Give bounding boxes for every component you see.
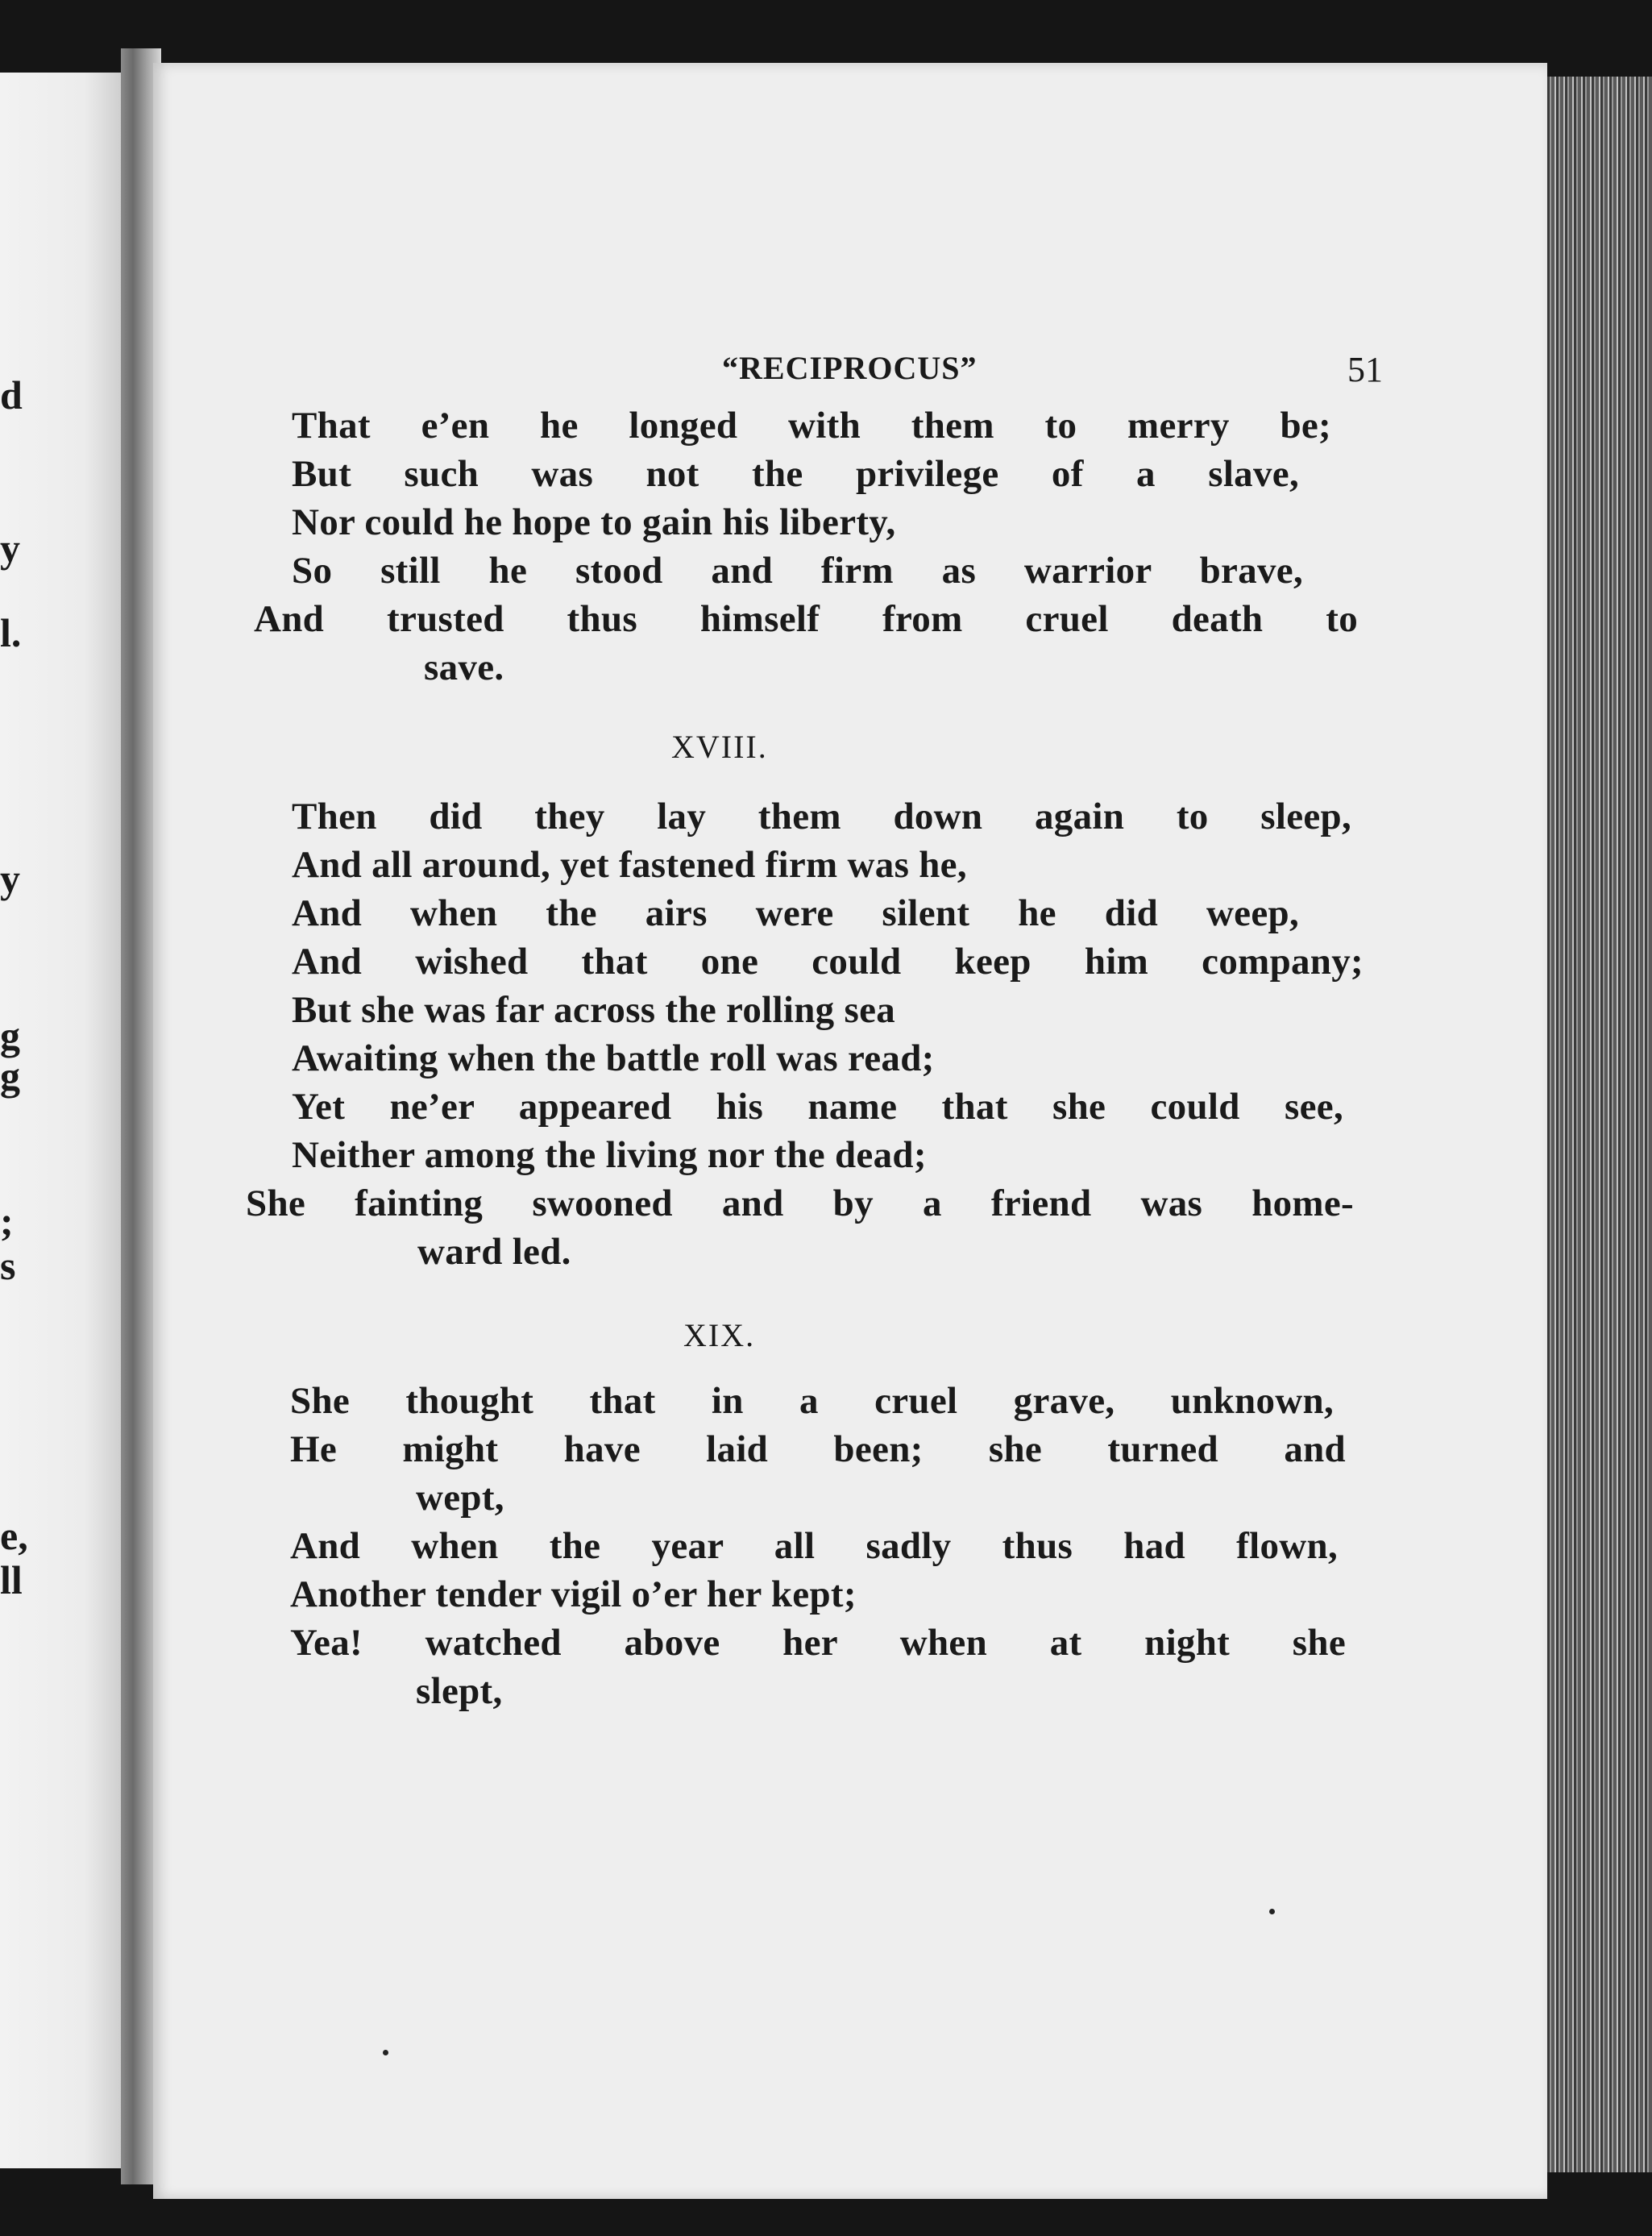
verse-line: And when the airs were silent he did weep, [292, 892, 1299, 934]
verse-line: So still he stood and firm as warrior brave, [292, 550, 1303, 592]
verse-line: And trusted thus himself from cruel death to [254, 598, 1358, 640]
verse-line-continuation: slept, [416, 1670, 503, 1712]
fragment: d [0, 372, 23, 418]
fragment: e, [0, 1513, 28, 1558]
speck [1269, 1909, 1275, 1914]
verse-line: Then did they lay them down again to sleep, [292, 796, 1351, 837]
speck [383, 2050, 388, 2055]
page-edges [1547, 77, 1652, 2172]
fragment: ; [0, 1199, 14, 1244]
verse-line: He might have laid been; she turned and [290, 1428, 1346, 1470]
fragment: l. [0, 610, 22, 655]
book-page [153, 63, 1547, 2199]
fragment: g [0, 1054, 20, 1099]
fragment: y [0, 526, 20, 571]
verse-line: Another tender vigil o’er her kept; [290, 1573, 857, 1615]
fragment: s [0, 1243, 16, 1288]
stanza-numeral: XVIII. [671, 729, 768, 765]
verse-line: Nor could he hope to gain his liberty, [292, 501, 896, 543]
page-header [722, 349, 1383, 397]
running-title: “RECIPROCUS” [722, 350, 978, 386]
verse-line-continuation: ward led. [417, 1231, 571, 1273]
verse-line: Neither among the living nor the dead; [292, 1134, 927, 1176]
verse-line: But such was not the privilege of a slave, [292, 453, 1299, 495]
fragment: g [0, 1013, 20, 1058]
verse-line: And wished that one could keep him company; [292, 941, 1364, 983]
verse-line: Yet ne’er appeared his name that she could see, [292, 1086, 1343, 1128]
page-number: 51 [1347, 350, 1383, 389]
fragment: y [0, 856, 20, 901]
verse-line: And when the year all sadly thus had flown, [290, 1525, 1338, 1567]
verse-line: Awaiting when the battle roll was read; [292, 1037, 935, 1079]
verse-line: But she was far across the rolling sea [292, 989, 896, 1031]
stanza-numeral: XIX. [683, 1317, 756, 1353]
verse-line-continuation: save. [424, 646, 504, 688]
verse-line: And all around, yet fastened firm was he, [292, 844, 967, 886]
verse-line: Yea! watched above her when at night she [290, 1622, 1346, 1664]
verse-line: She fainting swooned and by a friend was home- [246, 1182, 1354, 1224]
verse-line-continuation: wept, [416, 1477, 504, 1519]
verse-line: She thought that in a cruel grave, unknown, [290, 1380, 1334, 1422]
facing-page-edge [0, 73, 121, 2168]
fragment: ll [0, 1557, 23, 1602]
verse-line: That e’en he longed with them to merry be; [292, 405, 1331, 447]
